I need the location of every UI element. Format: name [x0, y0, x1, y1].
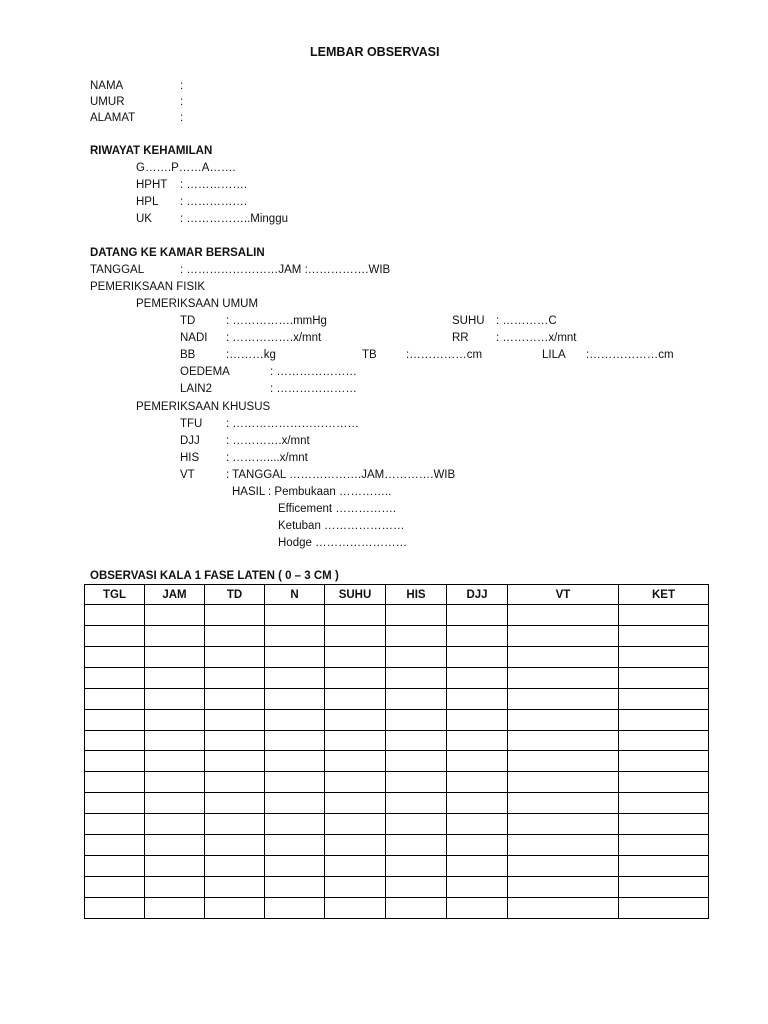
- nadi-label: NADI: [180, 332, 208, 344]
- table-cell-his: [386, 709, 447, 730]
- table-cell-his: [386, 667, 447, 688]
- table-cell-vt: [508, 709, 619, 730]
- table-cell-tgl: [85, 835, 145, 856]
- table-row: [85, 876, 709, 897]
- table-cell-td: [205, 751, 265, 772]
- oedema-value: : …………………: [270, 366, 357, 378]
- table-cell-djj: [447, 772, 508, 793]
- ketuban-field: Ketuban …………………: [278, 520, 405, 532]
- col-header-td: TD: [205, 585, 265, 605]
- table-cell-vt: [508, 646, 619, 667]
- col-header-vt: VT: [508, 585, 619, 605]
- table-cell-vt: [508, 730, 619, 751]
- table-cell-jam: [145, 897, 205, 918]
- table-cell-jam: [145, 793, 205, 814]
- table-cell-his: [386, 772, 447, 793]
- table-cell-djj: [447, 688, 508, 709]
- hpht-label: HPHT: [136, 179, 168, 191]
- table-cell-his: [386, 625, 447, 646]
- table-cell-ket: [619, 688, 709, 709]
- hasil-pembukaan: HASIL : Pembukaan …………..: [232, 486, 392, 498]
- table-cell-td: [205, 772, 265, 793]
- table-row: [85, 625, 709, 646]
- table-row: [85, 709, 709, 730]
- table-cell-suhu: [325, 897, 386, 918]
- table-cell-n: [265, 897, 325, 918]
- nama-colon: :: [180, 80, 184, 92]
- table-cell-suhu: [325, 772, 386, 793]
- table-cell-djj: [447, 897, 508, 918]
- table-cell-suhu: [325, 751, 386, 772]
- table-cell-tgl: [85, 856, 145, 877]
- table-cell-suhu: [325, 605, 386, 626]
- table-cell-tgl: [85, 751, 145, 772]
- table-cell-jam: [145, 688, 205, 709]
- table-cell-tgl: [85, 876, 145, 897]
- table-cell-vt: [508, 751, 619, 772]
- table-cell-suhu: [325, 856, 386, 877]
- page-title: LEMBAR OBSERVASI: [310, 45, 440, 59]
- col-header-tgl: TGL: [85, 585, 145, 605]
- table-cell-n: [265, 688, 325, 709]
- table-cell-vt: [508, 856, 619, 877]
- table-cell-ket: [619, 605, 709, 626]
- riwayat-heading: RIWAYAT KEHAMILAN: [90, 145, 213, 157]
- his-value: : ………....x/mnt: [226, 452, 308, 464]
- table-cell-suhu: [325, 730, 386, 751]
- table-cell-tgl: [85, 688, 145, 709]
- table-cell-ket: [619, 709, 709, 730]
- table-cell-tgl: [85, 625, 145, 646]
- rr-label: RR: [452, 332, 469, 344]
- table-cell-djj: [447, 709, 508, 730]
- col-header-n: N: [265, 585, 325, 605]
- table-cell-suhu: [325, 667, 386, 688]
- table-row: [85, 897, 709, 918]
- table-cell-his: [386, 793, 447, 814]
- table-cell-ket: [619, 667, 709, 688]
- table-cell-jam: [145, 751, 205, 772]
- col-header-suhu: SUHU: [325, 585, 386, 605]
- pemeriksaan-fisik-label: PEMERIKSAAN FISIK: [90, 281, 206, 293]
- table-cell-td: [205, 856, 265, 877]
- datang-heading: DATANG KE KAMAR BERSALIN: [90, 247, 265, 259]
- table-cell-vt: [508, 667, 619, 688]
- table-cell-ket: [619, 814, 709, 835]
- table-cell-td: [205, 835, 265, 856]
- table-cell-td: [205, 605, 265, 626]
- table-cell-his: [386, 876, 447, 897]
- table-cell-n: [265, 646, 325, 667]
- table-cell-n: [265, 856, 325, 877]
- table-cell-vt: [508, 605, 619, 626]
- table-cell-jam: [145, 814, 205, 835]
- hpl-value: : …………….: [180, 196, 248, 208]
- table-cell-suhu: [325, 709, 386, 730]
- table-cell-td: [205, 709, 265, 730]
- table-row: [85, 835, 709, 856]
- table-cell-ket: [619, 876, 709, 897]
- table-cell-n: [265, 625, 325, 646]
- tfu-label: TFU: [180, 418, 203, 430]
- umur-colon: :: [180, 96, 184, 108]
- table-cell-djj: [447, 835, 508, 856]
- table-cell-n: [265, 793, 325, 814]
- table-cell-suhu: [325, 876, 386, 897]
- hpht-value: : …………….: [180, 179, 248, 191]
- table-cell-td: [205, 688, 265, 709]
- table-cell-djj: [447, 667, 508, 688]
- table-cell-djj: [447, 814, 508, 835]
- table-cell-ket: [619, 772, 709, 793]
- table-cell-tgl: [85, 897, 145, 918]
- table-cell-djj: [447, 793, 508, 814]
- hodge-field: Hodge ……………………: [278, 537, 408, 549]
- alamat-label: ALAMAT: [90, 112, 136, 124]
- table-cell-suhu: [325, 646, 386, 667]
- table-row: [85, 772, 709, 793]
- djj-label: DJJ: [180, 435, 200, 447]
- table-cell-his: [386, 605, 447, 626]
- table-row: [85, 667, 709, 688]
- vt-value: : TANGGAL ……………….JAM………….WIB: [226, 469, 456, 481]
- table-cell-n: [265, 772, 325, 793]
- table-cell-ket: [619, 793, 709, 814]
- uk-label: UK: [136, 213, 152, 225]
- table-cell-n: [265, 605, 325, 626]
- table-cell-jam: [145, 646, 205, 667]
- table-cell-td: [205, 646, 265, 667]
- table-cell-tgl: [85, 814, 145, 835]
- table-cell-td: [205, 897, 265, 918]
- alamat-colon: :: [180, 112, 184, 124]
- table-cell-djj: [447, 605, 508, 626]
- table-cell-suhu: [325, 835, 386, 856]
- pemeriksaan-khusus-label: PEMERIKSAAN KHUSUS: [136, 401, 271, 413]
- table-cell-tgl: [85, 730, 145, 751]
- tfu-value: : ……………………………: [226, 418, 359, 430]
- bb-label: BB: [180, 349, 196, 361]
- umur-label: UMUR: [90, 96, 125, 108]
- table-cell-jam: [145, 709, 205, 730]
- rr-value: : …………x/mnt: [496, 332, 577, 344]
- table-cell-n: [265, 709, 325, 730]
- djj-value: : ………….x/mnt: [226, 435, 310, 447]
- table-cell-jam: [145, 876, 205, 897]
- table-cell-ket: [619, 625, 709, 646]
- his-label: HIS: [180, 452, 200, 464]
- table-cell-td: [205, 814, 265, 835]
- bb-value: :………kg: [226, 349, 276, 361]
- tb-value: :……………cm: [406, 349, 483, 361]
- suhu-value: : …………C: [496, 315, 557, 327]
- table-cell-jam: [145, 835, 205, 856]
- hpl-label: HPL: [136, 196, 159, 208]
- table-cell-n: [265, 876, 325, 897]
- table-cell-n: [265, 751, 325, 772]
- table-cell-his: [386, 730, 447, 751]
- table-cell-tgl: [85, 709, 145, 730]
- table-cell-jam: [145, 730, 205, 751]
- uk-value: : ……………..Minggu: [180, 213, 288, 225]
- col-header-ket: KET: [619, 585, 709, 605]
- table-cell-ket: [619, 835, 709, 856]
- table-cell-td: [205, 793, 265, 814]
- table-cell-his: [386, 688, 447, 709]
- table-cell-djj: [447, 625, 508, 646]
- table-cell-tgl: [85, 772, 145, 793]
- table-cell-n: [265, 814, 325, 835]
- table-cell-his: [386, 835, 447, 856]
- table-cell-jam: [145, 667, 205, 688]
- table-row: [85, 751, 709, 772]
- table-cell-jam: [145, 856, 205, 877]
- col-header-his: HIS: [386, 585, 447, 605]
- table-row: [85, 688, 709, 709]
- table-row: [85, 730, 709, 751]
- col-header-djj: DJJ: [447, 585, 508, 605]
- table-cell-his: [386, 897, 447, 918]
- table-cell-vt: [508, 625, 619, 646]
- nadi-value: : …………….x/mnt: [226, 332, 322, 344]
- nama-label: NAMA: [90, 80, 124, 92]
- td-value: : …………….mmHg: [226, 315, 327, 327]
- table-row: [85, 793, 709, 814]
- table-cell-jam: [145, 605, 205, 626]
- table-row: [85, 646, 709, 667]
- efficement-field: Efficement …………….: [278, 503, 397, 515]
- table-cell-his: [386, 646, 447, 667]
- oedema-label: OEDEMA: [180, 366, 230, 378]
- table-cell-his: [386, 856, 447, 877]
- table-cell-ket: [619, 897, 709, 918]
- table-cell-vt: [508, 876, 619, 897]
- table-cell-vt: [508, 772, 619, 793]
- col-header-jam: JAM: [145, 585, 205, 605]
- table-cell-suhu: [325, 793, 386, 814]
- pemeriksaan-umum-label: PEMERIKSAAN UMUM: [136, 298, 259, 310]
- table-cell-n: [265, 835, 325, 856]
- table-cell-suhu: [325, 814, 386, 835]
- table-cell-ket: [619, 730, 709, 751]
- table-cell-td: [205, 667, 265, 688]
- lain2-value: : …………………: [270, 383, 357, 395]
- suhu-label: SUHU: [452, 315, 485, 327]
- table-cell-djj: [447, 856, 508, 877]
- table-cell-tgl: [85, 793, 145, 814]
- lila-value: :………………cm: [586, 349, 674, 361]
- table-cell-his: [386, 751, 447, 772]
- observasi-heading: OBSERVASI KALA 1 FASE LATEN ( 0 – 3 CM ): [90, 570, 339, 582]
- tanggal-label: TANGGAL: [90, 264, 145, 276]
- table-cell-vt: [508, 793, 619, 814]
- observasi-table: [84, 584, 709, 919]
- table-cell-vt: [508, 835, 619, 856]
- lain2-label: LAIN2: [180, 383, 212, 395]
- gpa-field: G…….P……A…….: [136, 162, 236, 174]
- table-cell-his: [386, 814, 447, 835]
- table-cell-tgl: [85, 605, 145, 626]
- table-cell-vt: [508, 814, 619, 835]
- table-header-row: [85, 585, 709, 605]
- table-cell-td: [205, 625, 265, 646]
- td-label: TD: [180, 315, 196, 327]
- lila-label: LILA: [542, 349, 566, 361]
- table-cell-suhu: [325, 625, 386, 646]
- table-cell-djj: [447, 730, 508, 751]
- table-cell-n: [265, 667, 325, 688]
- table-cell-n: [265, 730, 325, 751]
- table-cell-vt: [508, 688, 619, 709]
- table-row: [85, 814, 709, 835]
- table-cell-ket: [619, 646, 709, 667]
- table-cell-ket: [619, 856, 709, 877]
- table-cell-vt: [508, 897, 619, 918]
- table-cell-tgl: [85, 646, 145, 667]
- table-cell-jam: [145, 625, 205, 646]
- tanggal-value: : ……………………JAM :…………….WIB: [180, 264, 391, 276]
- table-cell-tgl: [85, 667, 145, 688]
- tb-label: TB: [362, 349, 377, 361]
- vt-label: VT: [180, 469, 195, 481]
- table-row: [85, 605, 709, 626]
- table-cell-jam: [145, 772, 205, 793]
- table-cell-suhu: [325, 688, 386, 709]
- table-cell-td: [205, 730, 265, 751]
- table-row: [85, 856, 709, 877]
- table-cell-djj: [447, 751, 508, 772]
- table-cell-td: [205, 876, 265, 897]
- table-cell-djj: [447, 646, 508, 667]
- table-cell-djj: [447, 876, 508, 897]
- table-cell-ket: [619, 751, 709, 772]
